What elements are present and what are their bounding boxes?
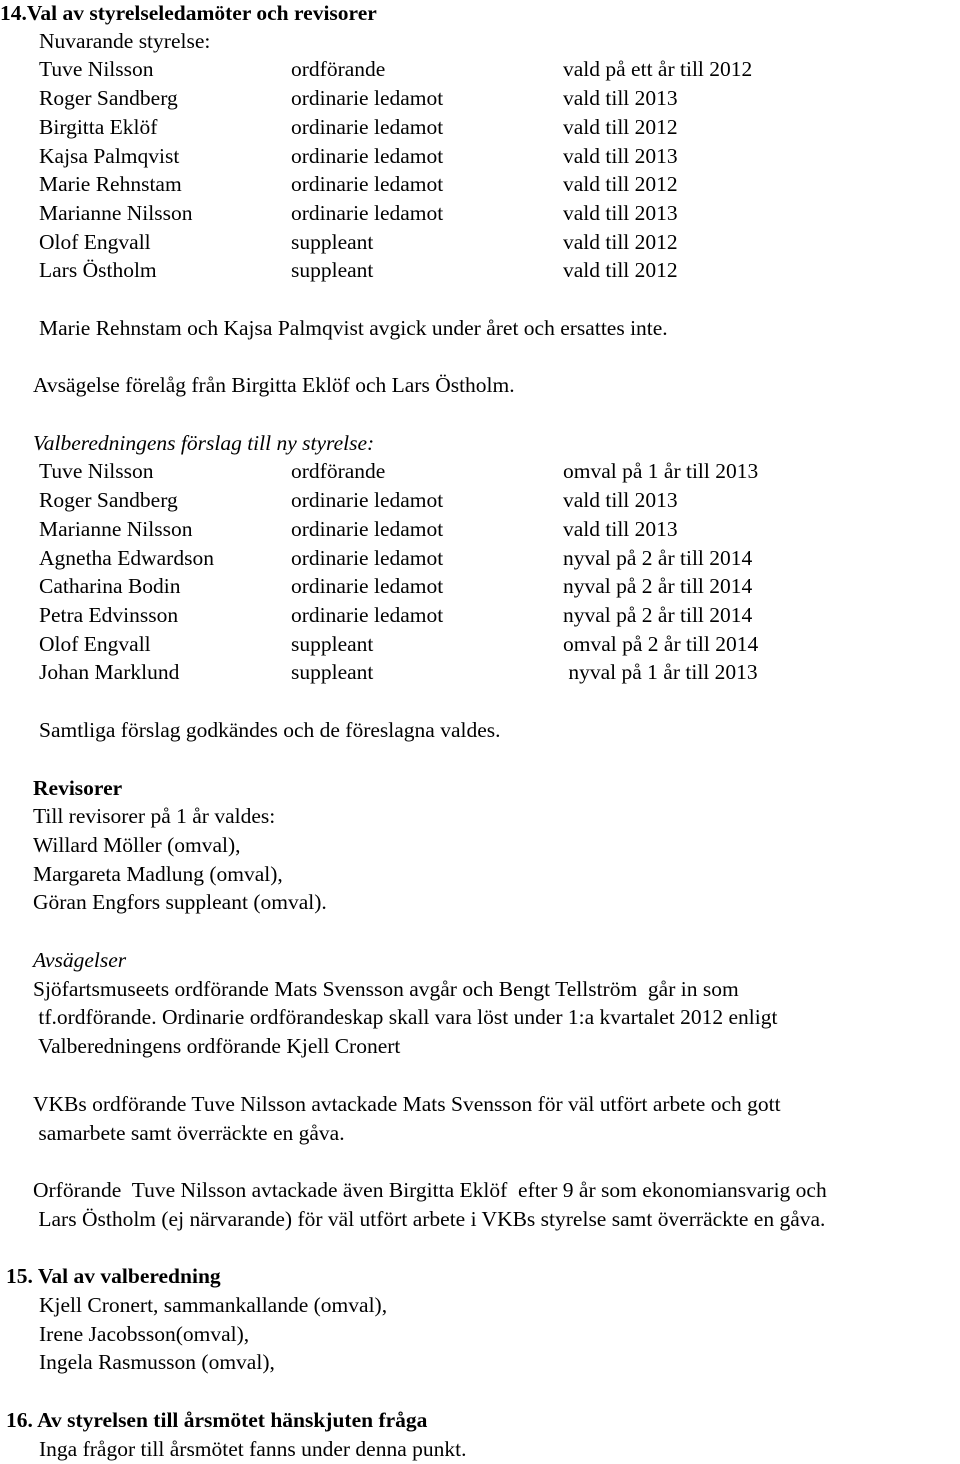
member-term: vald på ett år till 2012 — [563, 57, 753, 81]
member-role: ordförande — [291, 57, 386, 81]
member-role: suppleant — [291, 230, 374, 254]
thanks-line-2: Orförande Tuve Nilsson avtackade även Birgitta Eklöf efter 9 år som ekonomiansvarig och — [33, 1178, 827, 1202]
member-term: vald till 2012 — [563, 258, 678, 282]
committee-member: Irene Jacobsson(omval), — [39, 1322, 250, 1346]
member-name: Olof Engvall — [39, 632, 151, 656]
member-term: nyval på 2 år till 2014 — [563, 546, 753, 570]
member-name: Roger Sandberg — [39, 86, 178, 110]
table-row — [0, 490, 960, 514]
section-16-heading: 16. Av styrelsen till årsmötet hänskjuten fråga — [6, 1408, 428, 1432]
current-board-label: Nuvarande styrelse: — [39, 29, 211, 53]
member-name: Lars Östholm — [39, 258, 157, 282]
thanks-line: samarbete samt överräckte en gåva. — [33, 1121, 345, 1145]
committee-member: Kjell Cronert, sammankallande (omval), — [39, 1293, 388, 1317]
member-term: nyval på 2 år till 2014 — [563, 603, 753, 627]
table-row — [0, 59, 960, 83]
member-role: ordinarie ledamot — [291, 574, 444, 598]
member-role: ordinarie ledamot — [291, 172, 444, 196]
table-row — [0, 634, 960, 658]
member-name: Roger Sandberg — [39, 488, 178, 512]
member-name: Tuve Nilsson — [39, 57, 154, 81]
auditors-line: Willard Möller (omval), — [33, 833, 241, 857]
table-row — [0, 117, 960, 141]
table-row — [0, 662, 960, 686]
member-name: Petra Edvinsson — [39, 603, 179, 627]
resignations-line: tf.ordförande. Ordinarie ordförandeskap skall vara löst under 1:a kvartalet 2012 enligt — [33, 1005, 778, 1029]
member-term: omval på 2 år till 2014 — [563, 632, 759, 656]
member-role: ordinarie ledamot — [291, 603, 444, 627]
member-term: vald till 2013 — [563, 144, 678, 168]
member-name: Tuve Nilsson — [39, 459, 154, 483]
table-row — [0, 146, 960, 170]
member-term: vald till 2012 — [563, 115, 678, 139]
committee-member: Ingela Rasmusson (omval), — [39, 1350, 275, 1374]
section-15-heading: 15. Val av valberedning — [6, 1264, 221, 1288]
table-row — [0, 260, 960, 284]
member-term: vald till 2013 — [563, 517, 678, 541]
member-name: Marianne Nilsson — [39, 517, 193, 541]
member-role: ordinarie ledamot — [291, 86, 444, 110]
member-term: vald till 2012 — [563, 230, 678, 254]
table-row — [0, 576, 960, 600]
member-term: vald till 2012 — [563, 172, 678, 196]
table-row — [0, 605, 960, 629]
member-name: Kajsa Palmqvist — [39, 144, 180, 168]
member-role: ordinarie ledamot — [291, 115, 444, 139]
thanks-line: VKBs ordförande Tuve Nilsson avtackade Mats Svensson för väl utfört arbete och gott — [33, 1092, 781, 1116]
table-row — [0, 548, 960, 572]
resignation-note: Marie Rehnstam och Kajsa Palmqvist avgick under året och ersattes inte. — [39, 316, 668, 340]
member-role: suppleant — [291, 660, 374, 684]
member-name: Marianne Nilsson — [39, 201, 193, 225]
resignations-heading: Avsägelser — [33, 948, 127, 972]
member-role: suppleant — [291, 258, 374, 282]
table-row — [0, 461, 960, 485]
table-row — [0, 203, 960, 227]
member-role: ordinarie ledamot — [291, 488, 444, 512]
member-term: vald till 2013 — [563, 86, 678, 110]
resignations-line: Valberedningens ordförande Kjell Cronert — [33, 1034, 401, 1058]
member-term: omval på 1 år till 2013 — [563, 459, 759, 483]
member-role: suppleant — [291, 632, 374, 656]
table-row — [0, 519, 960, 543]
thanks-line-2: Lars Östholm (ej närvarande) för väl utfört arbete i VKBs styrelse samt överräckte en gåva. — [33, 1207, 826, 1231]
proposal-label: Valberedningens förslag till ny styrelse: — [33, 431, 375, 455]
member-term: vald till 2013 — [563, 201, 678, 225]
member-role: ordförande — [291, 459, 386, 483]
member-name: Marie Rehnstam — [39, 172, 182, 196]
member-role: ordinarie ledamot — [291, 517, 444, 541]
resignations-line: Sjöfartsmuseets ordförande Mats Svensson avgår och Bengt Tellström går in som — [33, 977, 739, 1001]
table-row — [0, 88, 960, 112]
member-role: ordinarie ledamot — [291, 546, 444, 570]
auditors-heading: Revisorer — [33, 776, 123, 800]
member-term: vald till 2013 — [563, 488, 678, 512]
member-role: ordinarie ledamot — [291, 201, 444, 225]
member-name: Olof Engvall — [39, 230, 151, 254]
member-name: Birgitta Eklöf — [39, 115, 158, 139]
auditors-line: Göran Engfors suppleant (omval). — [33, 890, 327, 914]
table-row — [0, 232, 960, 256]
auditors-line: Margareta Madlung (omval), — [33, 862, 283, 886]
member-role: ordinarie ledamot — [291, 144, 444, 168]
table-row — [0, 174, 960, 198]
resignation-note-2: Avsägelse förelåg från Birgitta Eklöf och Lars Östholm. — [33, 373, 515, 397]
section-14-heading: 14.Val av styrelseledamöter och revisorer — [0, 1, 377, 25]
member-term: nyval på 1 år till 2013 — [563, 660, 758, 684]
member-name: Johan Marklund — [39, 660, 180, 684]
auditors-line: Till revisorer på 1 år valdes: — [33, 804, 276, 828]
member-name: Agnetha Edwardson — [39, 546, 214, 570]
member-name: Catharina Bodin — [39, 574, 181, 598]
member-term: nyval på 2 år till 2014 — [563, 574, 753, 598]
approval-note: Samtliga förslag godkändes och de föreslagna valdes. — [39, 718, 501, 742]
section-16-text: Inga frågor till årsmötet fanns under denna punkt. — [39, 1437, 467, 1461]
